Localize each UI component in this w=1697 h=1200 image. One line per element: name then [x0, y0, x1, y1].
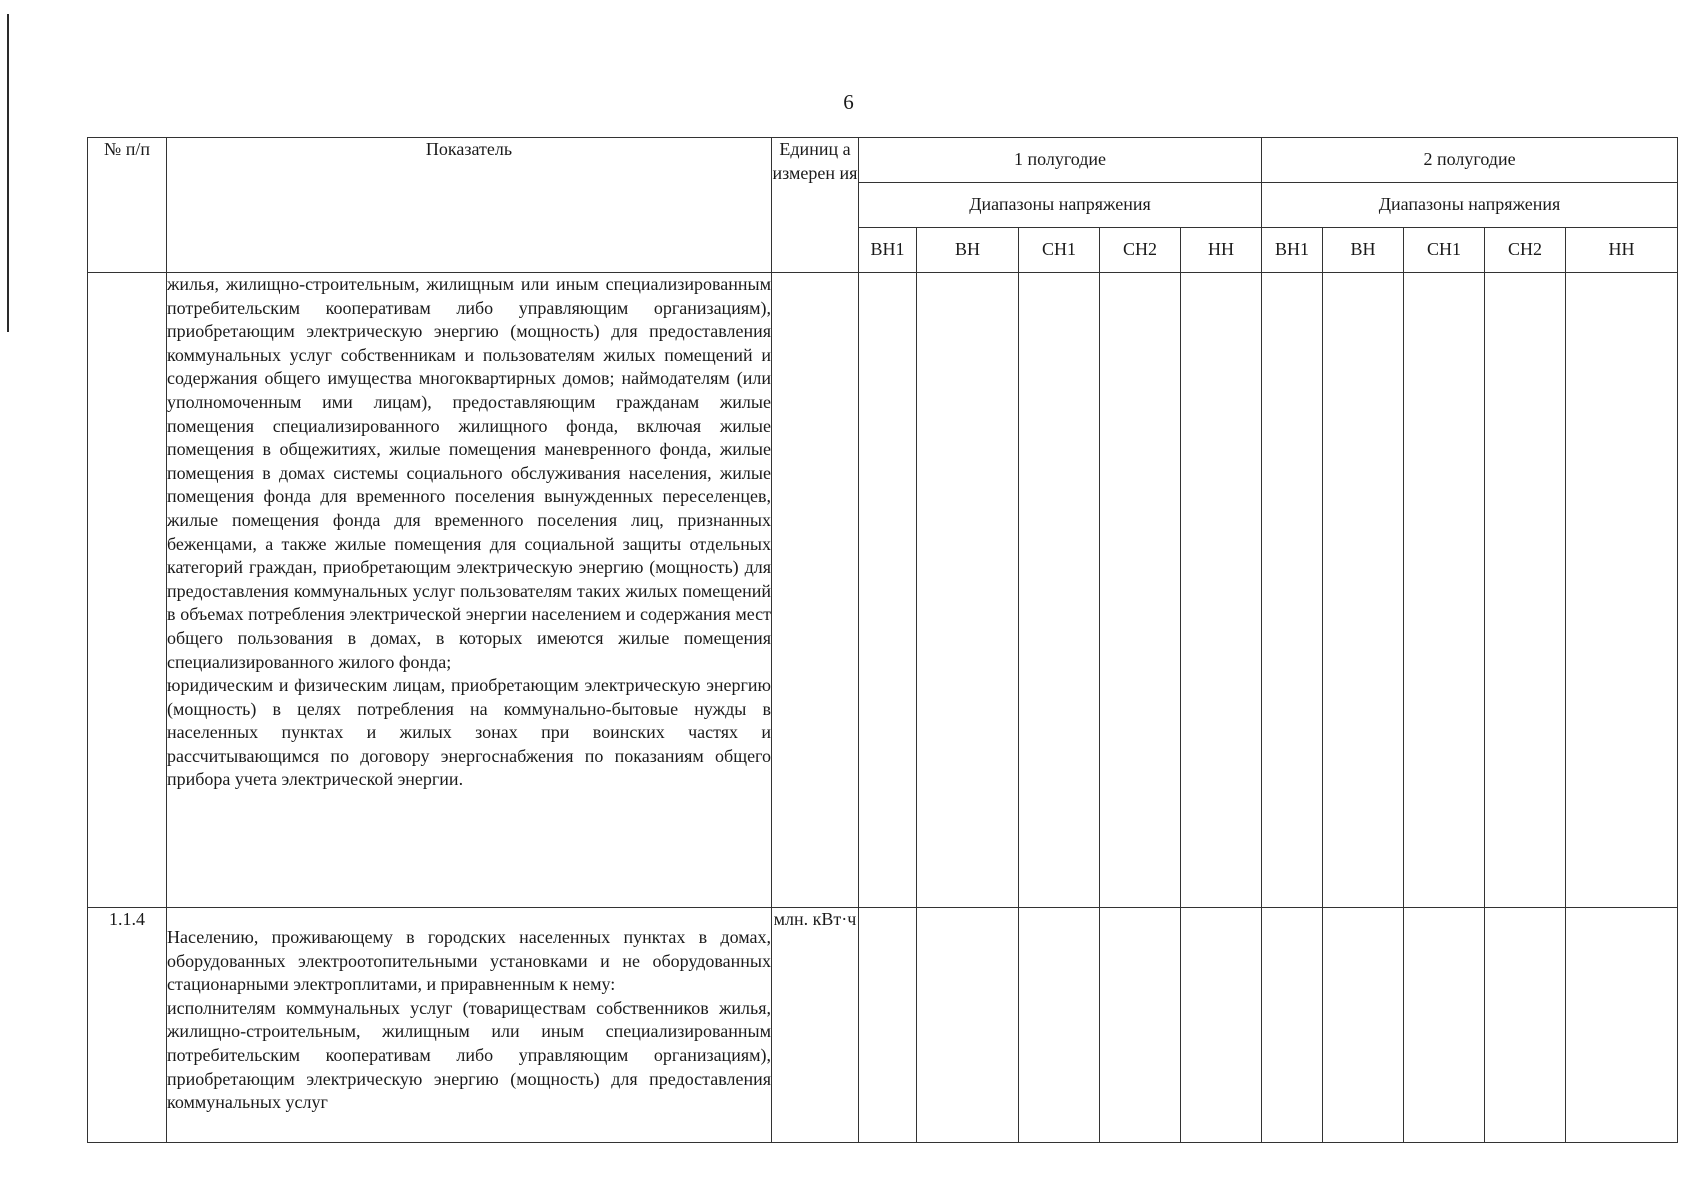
row-number	[88, 273, 167, 908]
header-voltage: ВН1	[859, 228, 917, 273]
value-cell	[1262, 908, 1323, 1143]
table-row	[88, 908, 1678, 1143]
header-half1: 1 полугодие	[859, 138, 1262, 183]
header-voltage: СН1	[1404, 228, 1485, 273]
header-half2: 2 полугодие	[1262, 138, 1678, 183]
header-voltage: ВН	[917, 228, 1019, 273]
value-cell	[1404, 273, 1485, 908]
header-voltage: СН1	[1019, 228, 1100, 273]
indicator-table	[87, 137, 1678, 1143]
indicator-paragraph: юридическим и физическим лицам, приобретающим электрическую энергию (мощность) в целях потребления на коммунально-бытовые нужды в населенных пунктах и жилых зонах при воинских частях и рассчитывающимся по договору энергоснабжения по показаниям общего прибора учета электрической энергии.	[167, 675, 771, 790]
indicator-paragraph: жилья, жилищно-строительным, жилищным или иным специализированным потребительским кооперативам либо управляющим организациям), приобретающим электрическую энергию (мощность) для предоставления коммунальных услуг собственникам и пользователям жилых помещений и содержания общего имущества многоквартирных домов; наймодателям (или уполномоченным ими лицам), предоставляющим гражданам жилые помещения специализированного жилищного фонда, включая жилые помещения в общежитиях, жилые помещения маневренного фонда, жилые помещения в домах системы социального обслуживания населения, жилые помещения фонда для временного поселения вынужденных переселенцев, жилые помещения фонда для временного поселения лиц, признанных беженцами, а также жилые помещения для социальной защиты отдельных категорий граждан, приобретающим электрическую энергию (мощность) для предоставления коммунальных услуг пользователям таких жилых помещений в объемах потребления электрической энергии населением и содержания мест общего пользования в домах, в которых имеются жилые помещения специализированного жилого фонда;	[167, 274, 771, 672]
header-indicator: Показатель	[167, 138, 772, 273]
indicator-text	[167, 908, 772, 1143]
value-cell	[1323, 908, 1404, 1143]
header-voltage: НН	[1181, 228, 1262, 273]
value-cell	[1566, 273, 1678, 908]
indicator-text	[167, 273, 772, 908]
value-cell	[1404, 908, 1485, 1143]
header-ranges1: Диапазоны напряжения	[859, 183, 1262, 228]
value-cell	[1485, 908, 1566, 1143]
value-cell	[1181, 273, 1262, 908]
header-voltage: ВН1	[1262, 228, 1323, 273]
header-num: № п/п	[88, 138, 167, 273]
unit-cell: млн. кВт·ч	[772, 908, 859, 1143]
indicator-paragraph: Населению, проживающему в городских населенных пунктах в домах, оборудованных электроотопительными установками и не оборудованных стационарными электроплитами, и приравненным к нему:	[167, 927, 771, 995]
unit-cell	[772, 273, 859, 908]
header-voltage: НН	[1566, 228, 1678, 273]
indicator-paragraph: исполнителям коммунальных услуг (товариществам собственников жилья, жилищно-строительным, жилищным или иным специализированным потребительским кооперативам либо управляющим организациям), приобретающим электрическую энергию (мощность) для предоставления коммунальных услуг	[167, 997, 771, 1113]
header-voltage: СН2	[1485, 228, 1566, 273]
header-voltage: СН2	[1100, 228, 1181, 273]
value-cell	[859, 273, 917, 908]
value-cell	[1019, 908, 1100, 1143]
value-cell	[1262, 273, 1323, 908]
header-voltage: ВН	[1323, 228, 1404, 273]
value-cell	[1100, 273, 1181, 908]
row-number: 1.1.4	[88, 908, 167, 1143]
header-unit: Единиц а измерен ия	[772, 138, 859, 273]
value-cell	[917, 273, 1019, 908]
value-cell	[1485, 273, 1566, 908]
value-cell	[917, 908, 1019, 1143]
value-cell	[1100, 908, 1181, 1143]
value-cell	[1019, 273, 1100, 908]
value-cell	[1181, 908, 1262, 1143]
margin-line	[7, 14, 9, 332]
value-cell	[1566, 908, 1678, 1143]
page-number: 6	[843, 90, 854, 114]
header-ranges2: Диапазоны напряжения	[1262, 183, 1678, 228]
value-cell	[1323, 273, 1404, 908]
table-row	[88, 273, 1678, 908]
value-cell	[859, 908, 917, 1143]
